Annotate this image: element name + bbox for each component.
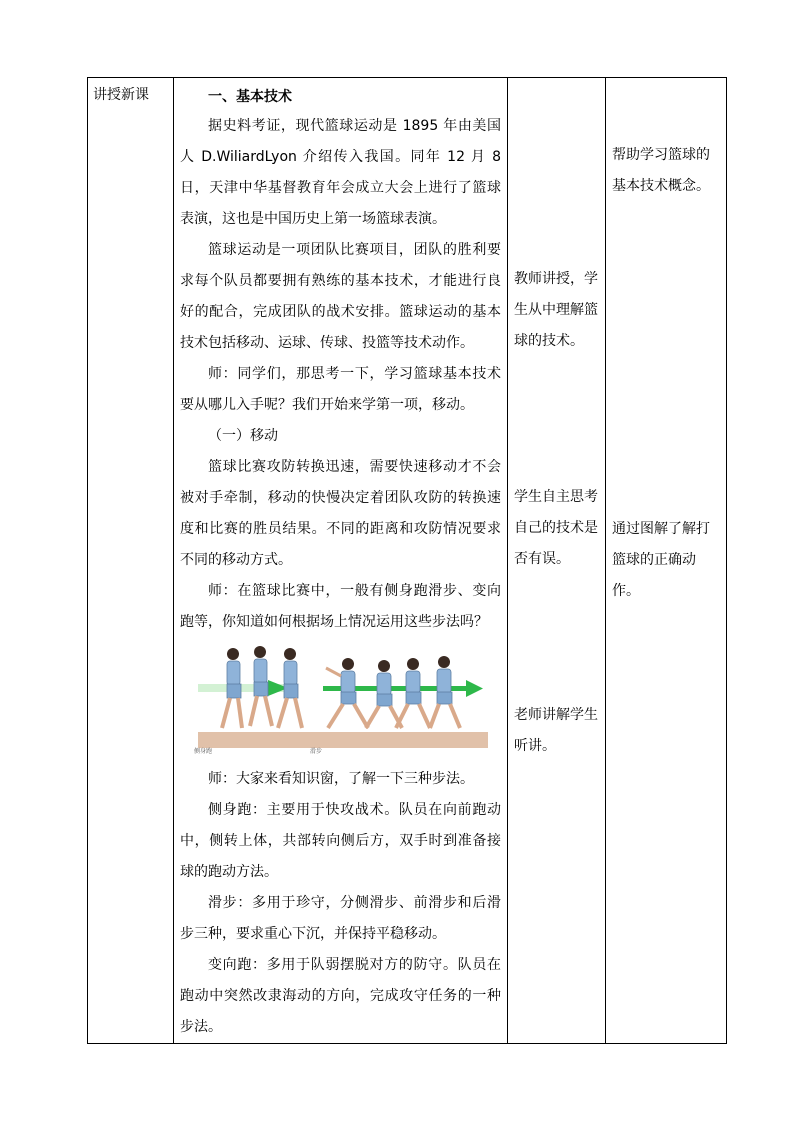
activity-note: 教师讲授，学生从中理解篮球的技术。 [514, 271, 598, 349]
paragraph: 变向跑：多用于队弱摆脱对方的防守。队员在跑动中突然改隶海动的方向，完成攻守任务的一种步法。 [180, 957, 501, 1035]
court-floor [198, 732, 488, 748]
paragraph: 师：在篮球比赛中，一般有侧身跑滑步、变向跑等，你知道如何根据场上情况运用这些步法吗？ [180, 583, 501, 630]
paragraph: 篮球运动是一项团队比赛项目，团队的胜利要求每个队员都要拥有熟练的基本技术，才能进行良好的配合，完成团队的战术安排。篮球运动的基本技术包括移动、运球、传球、投篮等技术动作。 [180, 242, 501, 351]
paragraph: 篮球比赛攻防转换迅速，需要快速移动才不会被对手牵制，移动的快慢决定着团队攻防的转换速度和比赛的胜员结果。不同的距离和攻防情况要求不同的移动方式。 [180, 459, 501, 568]
activity-note: 老师讲解学生听讲。 [514, 707, 598, 754]
paragraph: 侧身跑：主要用于快攻战术。队员在向前跑动中，侧转上体，共部转向侧后方，双手时到准备接球的跑动方法。 [180, 802, 501, 880]
paragraph: 据史料考证，现代篮球运动是 1895 年由美国人 D.WiliardLyon 介绍传入我国。同年 12 月 8 日，天津中华基督教育年会成立大会上进行了篮球表演，这也是中国历史上第一场篮球表演。 [180, 118, 501, 227]
figure-caption: 侧身跑 [194, 748, 213, 755]
figure-caption: 滑步 [310, 748, 323, 755]
sub-heading: （一）移动 [208, 428, 278, 444]
player-figure [326, 658, 368, 728]
footwork-figure [180, 640, 501, 760]
paragraph: 滑步：多用于珍守，分侧滑步、前滑步和后滑步三种，要求重心下沉，并保持平稳移动。 [180, 895, 501, 942]
player-figure [366, 660, 402, 728]
section-heading: 一、基本技术 [208, 89, 292, 105]
paragraph: 师：大家来看知识窗，了解一下三种步法。 [208, 771, 474, 787]
activity-cell [508, 78, 606, 1044]
content-cell [174, 78, 508, 1044]
section-label: 讲授新课 [88, 78, 174, 1044]
footwork-illustration [198, 640, 488, 750]
activity-note: 学生自主思考自己的技术是否有误。 [514, 489, 598, 567]
player-figure [430, 656, 460, 728]
paragraph: 师：同学们，那思考一下，学习篮球基本技术要从哪儿入手呢？我们开始来学第一项，移动。 [180, 366, 501, 413]
table-row [88, 78, 727, 1044]
intent-cell [606, 78, 727, 1044]
lesson-table [87, 77, 727, 1044]
player-figure [396, 658, 430, 728]
arrow-icon [466, 680, 483, 697]
intent-note: 通过图解了解打篮球的正确动作。 [612, 521, 710, 599]
intent-note: 帮助学习篮球的基本技术概念。 [612, 147, 710, 194]
